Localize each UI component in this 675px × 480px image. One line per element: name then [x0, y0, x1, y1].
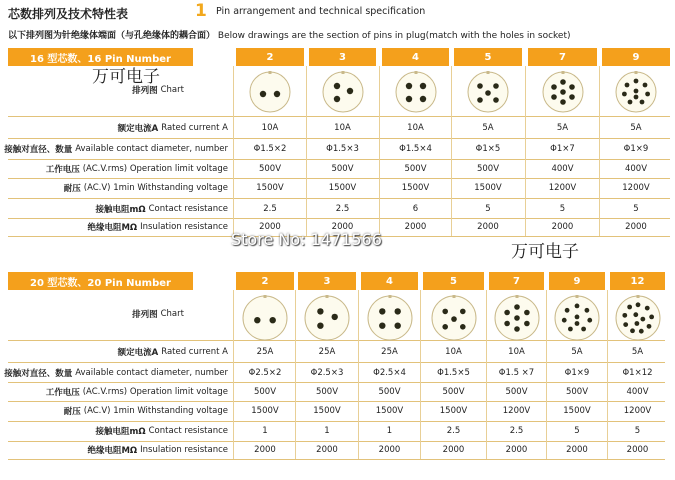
key-notch	[326, 295, 329, 298]
spec-cell: 5	[633, 204, 639, 214]
spec-cell: 6	[412, 204, 419, 214]
pin-contact	[560, 99, 566, 105]
spec-cell: 2000	[316, 444, 338, 455]
spec-cell: Φ1.5×5	[437, 367, 470, 378]
key-notch	[452, 295, 455, 298]
row-label-cn: 耐压	[63, 407, 81, 417]
row-label	[8, 178, 228, 198]
key-notch	[487, 71, 490, 74]
spec-cell: Φ1.5×3	[326, 144, 359, 154]
key-notch	[269, 71, 272, 74]
pin-contact	[587, 318, 592, 323]
pin-contact	[635, 302, 640, 307]
insulator-face	[305, 296, 349, 340]
pin-contact	[460, 309, 466, 315]
pin-count-header: 4	[382, 48, 449, 66]
pin-diagram	[614, 294, 662, 342]
pin-contact	[442, 309, 448, 315]
row-label-cn: 接触电阻mΩ	[95, 427, 146, 437]
pin-contact	[346, 88, 352, 94]
spec-cell: 10A	[334, 123, 351, 133]
spec-cell: 1	[386, 426, 393, 436]
pin-contact	[622, 92, 627, 97]
spec-cell: Φ1×12	[622, 367, 653, 378]
column-divider	[525, 66, 526, 236]
pin-contact	[419, 96, 425, 102]
spec-cell: Φ1.5×2	[253, 144, 287, 154]
column-divider	[486, 290, 487, 459]
row-label-en: (AC.V.rms) Operation limit voltage	[82, 386, 228, 397]
key-notch	[341, 71, 344, 74]
pin-diagram-svg	[321, 70, 365, 114]
pin-contact	[581, 327, 586, 332]
spec-cell: Φ2.5×2	[248, 367, 282, 378]
row-label-en: (AC.V) 1min Withstanding voltage	[83, 406, 228, 416]
watermark-brand-mid: 万可电子	[511, 242, 579, 262]
pin-contact	[630, 328, 635, 333]
spec-cell: Φ1×7	[550, 144, 575, 154]
spec-cell: 2.5	[263, 204, 277, 214]
insulator-face	[243, 296, 287, 340]
spec-cell: 2000	[442, 444, 465, 455]
pin-contact	[477, 83, 483, 89]
pin-diagram	[321, 70, 365, 114]
row-label-cn: 绝缘电阻MΩ	[87, 445, 138, 456]
pin-contact	[634, 79, 639, 84]
pin-contact	[485, 90, 491, 96]
row-label-cn: 额定电流A	[117, 124, 159, 134]
pin-diagram	[553, 294, 601, 342]
spec-cell: Φ1×9	[623, 144, 649, 154]
pin-contact	[634, 95, 639, 100]
pin-contact	[562, 318, 567, 323]
spec-cell: 1500V	[251, 406, 279, 416]
pin-contact	[628, 100, 633, 105]
insulator-face	[368, 296, 412, 340]
row-label-en: Contact resistance	[148, 204, 228, 214]
section-header: 16 型芯数、16 Pin Number	[8, 48, 193, 66]
spec-cell: Φ1×5	[475, 144, 501, 154]
row-label	[8, 341, 228, 362]
row-label-cn: 工作电压	[45, 164, 80, 175]
pin-contact	[569, 94, 575, 100]
row-label	[8, 421, 228, 441]
column-divider	[233, 290, 234, 459]
spec-cell: 2000	[551, 222, 574, 232]
pin-diagram	[493, 294, 541, 342]
spec-cell: 1500V	[401, 183, 430, 193]
spec-cell: 1500V	[256, 183, 284, 193]
key-notch	[635, 71, 638, 74]
row-label-cn: 耐压	[63, 184, 81, 194]
row-label	[8, 401, 228, 421]
spec-cell: 500V	[442, 386, 465, 397]
spec-cell: 2000	[626, 444, 649, 455]
pin-contact	[317, 323, 323, 329]
row-label-en: Contact resistance	[148, 426, 228, 436]
spec-cell: 10A	[445, 346, 462, 357]
pin-contact	[565, 308, 570, 313]
spec-cell: 5	[485, 204, 491, 214]
pin-diagram-svg	[394, 70, 438, 114]
row-label	[4, 139, 228, 159]
pin-diagram	[394, 70, 438, 114]
pin-contact	[460, 324, 466, 330]
spec-cell: 1200V	[623, 406, 652, 416]
page-title-en: Pin arrangement and technical specification	[216, 6, 426, 17]
row-label-cn: 接触对直径、数量	[4, 145, 73, 155]
pin-contact	[524, 321, 530, 327]
spec-cell: 500V	[565, 386, 589, 397]
pin-contact	[644, 306, 649, 311]
spec-cell: 1200V	[622, 183, 650, 193]
spec-cell: 500V	[404, 163, 427, 174]
section-header: 20 型芯数、20 Pin Number	[8, 272, 193, 290]
pin-diagram	[248, 70, 292, 114]
spec-cell: 10A	[261, 123, 279, 133]
pin-contact	[622, 313, 627, 318]
pin-diagram-svg	[614, 294, 662, 342]
key-notch	[561, 71, 564, 74]
key-notch	[264, 295, 267, 298]
row-label	[4, 363, 228, 382]
spec-cell: 2.5	[335, 204, 350, 214]
pin-diagram	[430, 294, 478, 342]
column-divider	[306, 66, 307, 236]
row-label-en: Chart	[160, 309, 184, 319]
pin-count-header: 3	[309, 48, 376, 66]
row-label	[8, 159, 228, 178]
pin-contact	[645, 92, 650, 97]
row-label-cn: 工作电压	[45, 387, 80, 398]
pin-contact	[575, 304, 580, 309]
pin-count-header: 4	[361, 272, 418, 290]
pin-count-header: 2	[236, 48, 304, 66]
pin-contact	[625, 83, 630, 88]
spec-cell: 2000	[625, 222, 647, 232]
row-label-cn: 绝缘电阻MΩ	[87, 223, 138, 233]
pin-diagram	[466, 70, 510, 114]
pin-contact	[560, 79, 566, 85]
pin-contact	[646, 324, 651, 329]
spec-cell: 25A	[381, 346, 398, 357]
pin-contact	[333, 96, 339, 102]
key-notch	[636, 295, 639, 298]
pin-contact	[569, 84, 575, 90]
pin-contact	[633, 312, 638, 317]
key-notch	[576, 295, 579, 298]
spec-cell: 500V	[258, 163, 282, 174]
column-divider	[451, 66, 452, 236]
spec-cell: Φ1.5 ×7	[498, 367, 535, 378]
pin-contact	[551, 84, 557, 90]
spec-cell: 2.5	[509, 426, 524, 436]
spec-cell: Φ2.5×4	[373, 367, 406, 378]
subtitle-cn: 以下排列图为针绝缘体端面（与孔绝缘体的耦合面）	[8, 31, 216, 41]
pin-contact	[379, 308, 385, 314]
pin-contact	[514, 304, 520, 310]
pin-count-header: 5	[454, 48, 522, 66]
spec-cell: 400V	[551, 163, 574, 174]
row-label	[8, 200, 228, 218]
pin-diagram	[614, 70, 658, 114]
spec-cell: 2000	[505, 444, 528, 455]
row-divider	[8, 198, 670, 199]
pin-contact	[585, 308, 590, 313]
row-label-en: (AC.V.rms) Operation limit voltage	[82, 163, 228, 174]
column-divider	[233, 66, 234, 236]
spec-cell: 25A	[256, 346, 274, 357]
spec-cell: 500V	[315, 386, 339, 397]
pin-contact	[394, 323, 400, 329]
key-notch	[388, 295, 391, 298]
row-label	[8, 118, 228, 138]
pin-contact	[634, 89, 639, 94]
pin-count-header: 12	[610, 272, 665, 290]
spec-cell: 2000	[259, 222, 281, 232]
spec-cell: 500V	[505, 386, 528, 397]
pin-diagram-svg	[466, 70, 510, 114]
row-label-en: Rated current A	[161, 346, 228, 357]
pin-contact	[568, 327, 573, 332]
pin-contact	[260, 91, 266, 97]
spec-cell: 5	[634, 426, 641, 436]
row-label	[8, 440, 228, 459]
column-divider	[546, 290, 547, 459]
pin-count-header: 9	[549, 272, 605, 290]
pin-contact	[405, 83, 411, 89]
pin-contact	[493, 97, 499, 103]
row-label-cn: 额定电流A	[117, 347, 159, 358]
page-subtitle	[8, 28, 571, 41]
spec-cell: 5A	[631, 346, 644, 357]
spec-cell: 500V	[331, 163, 354, 174]
spec-cell: 25A	[318, 346, 336, 357]
column-divider	[379, 66, 380, 236]
watermark-brand-top: 万可电子	[92, 67, 160, 87]
row-label-cn: 接触电阻mΩ	[95, 205, 146, 215]
pin-contact	[379, 323, 385, 329]
spec-cell: 500V	[378, 386, 401, 397]
pin-count-header: 7	[528, 48, 597, 66]
spec-cell: Φ2.5×3	[310, 367, 344, 378]
column-divider	[607, 290, 608, 459]
page-title-number: 1	[195, 1, 207, 21]
pin-contact	[274, 91, 280, 97]
pin-contact	[317, 308, 323, 314]
spec-cell: 2000	[477, 222, 499, 232]
insulator-face	[250, 72, 290, 112]
pin-contact	[254, 317, 260, 323]
spec-cell: 2000	[331, 222, 354, 232]
key-notch	[414, 71, 417, 74]
row-label-en: Available contact diameter, number	[75, 367, 228, 378]
insulator-face	[323, 72, 363, 112]
row-label-cn: 接触对直径、数量	[4, 368, 73, 379]
pin-contact	[575, 315, 580, 320]
spec-cell: 5A	[556, 123, 569, 133]
pin-diagram-svg	[303, 294, 351, 342]
pin-diagram	[541, 70, 585, 114]
page-title-cn: 芯数排列及技术特性表	[8, 7, 129, 21]
pin-contact	[477, 97, 483, 103]
insulator-face	[396, 72, 436, 112]
pin-diagram-svg	[553, 294, 601, 342]
pin-count-header: 5	[423, 272, 484, 290]
pin-diagram-svg	[241, 294, 289, 342]
row-label-en: (AC.V) 1min Withstanding voltage	[83, 183, 228, 193]
column-divider	[599, 66, 600, 236]
pin-contact	[451, 316, 457, 322]
subtitle-en: Below drawings are the section of pins in plug(match with the holes in socket)	[217, 31, 571, 41]
row-label-en: Rated current A	[161, 123, 228, 133]
spec-cell: Φ1×9	[564, 367, 590, 378]
spec-cell: 5A	[571, 346, 583, 357]
spec-cell: 1	[262, 426, 268, 436]
pin-contact	[649, 315, 654, 320]
row-label-cn: 排列图	[132, 86, 158, 96]
spec-cell: 5A	[630, 123, 642, 133]
spec-cell: 5	[559, 204, 566, 214]
pin-diagram-svg	[541, 70, 585, 114]
spec-cell: 2000	[566, 444, 588, 455]
pin-diagram-svg	[248, 70, 292, 114]
pin-contact	[551, 94, 557, 100]
spec-cell: 1	[324, 426, 330, 436]
column-divider	[358, 290, 359, 459]
spec-cell: 1500V	[375, 406, 404, 416]
row-label	[8, 382, 228, 401]
pin-contact	[623, 322, 628, 327]
pin-contact	[634, 321, 639, 326]
row-label-en: Insulation resistance	[140, 444, 228, 455]
spec-cell: 2.5	[446, 426, 461, 436]
pin-contact	[394, 308, 400, 314]
spec-cell: 1500V	[474, 183, 502, 193]
pin-contact	[405, 96, 411, 102]
pin-contact	[270, 317, 276, 323]
spec-cell: 400V	[624, 163, 648, 174]
spec-cell: 2000	[404, 222, 427, 232]
pin-contact	[640, 317, 645, 322]
pin-count-header: 9	[602, 48, 670, 66]
spec-cell: 5	[574, 426, 580, 436]
key-notch	[515, 295, 518, 298]
pin-diagram-svg	[430, 294, 478, 342]
spec-cell: 1500V	[313, 406, 341, 416]
row-label	[8, 288, 268, 340]
spec-cell: Φ1.5×4	[399, 144, 432, 154]
row-label-en: Available contact diameter, number	[75, 144, 228, 154]
spec-cell: 10A	[508, 346, 525, 357]
row-divider	[8, 459, 665, 460]
spec-cell: 500V	[253, 386, 277, 397]
pin-count-header: 3	[298, 272, 356, 290]
column-divider	[420, 290, 421, 459]
pin-contact	[524, 310, 530, 316]
pin-diagram	[366, 294, 414, 342]
row-label-cn: 排列图	[132, 310, 158, 320]
column-divider	[295, 290, 296, 459]
spec-cell: 500V	[476, 163, 500, 174]
pin-contact	[493, 83, 499, 89]
pin-contact	[333, 83, 339, 89]
pin-contact	[638, 329, 643, 334]
spec-cell: 1200V	[548, 183, 577, 193]
spec-cell: 400V	[626, 386, 649, 397]
pin-contact	[627, 305, 632, 310]
pin-count-header: 2	[236, 272, 294, 290]
pin-contact	[419, 83, 425, 89]
pin-contact	[504, 321, 510, 327]
pin-contact	[332, 314, 338, 320]
spec-cell: 5A	[482, 123, 494, 133]
spec-cell: 1500V	[563, 406, 591, 416]
row-label-en: Chart	[160, 85, 184, 95]
pin-diagram-svg	[614, 70, 658, 114]
row-label	[8, 218, 228, 236]
pin-contact	[504, 310, 510, 316]
pin-diagram	[303, 294, 351, 342]
pin-diagram	[241, 294, 289, 342]
row-divider	[8, 116, 670, 117]
pin-contact	[640, 100, 645, 105]
pin-contact	[514, 315, 520, 321]
pin-contact	[514, 326, 520, 332]
watermark-store: Store No: 1471566	[231, 230, 382, 249]
spec-cell: 1500V	[328, 183, 357, 193]
pin-contact	[643, 83, 648, 88]
row-label-en: Insulation resistance	[140, 222, 228, 232]
spec-cell: 2000	[378, 444, 401, 455]
pin-contact	[575, 321, 580, 326]
spec-cell: 2000	[254, 444, 276, 455]
spec-cell: 10A	[407, 123, 424, 133]
pin-diagram-svg	[493, 294, 541, 342]
pin-count-header: 7	[489, 272, 544, 290]
pin-contact	[442, 324, 448, 330]
pin-contact	[560, 89, 566, 95]
spec-cell: 1200V	[502, 406, 531, 416]
pin-diagram-svg	[366, 294, 414, 342]
spec-cell: 1500V	[439, 406, 468, 416]
